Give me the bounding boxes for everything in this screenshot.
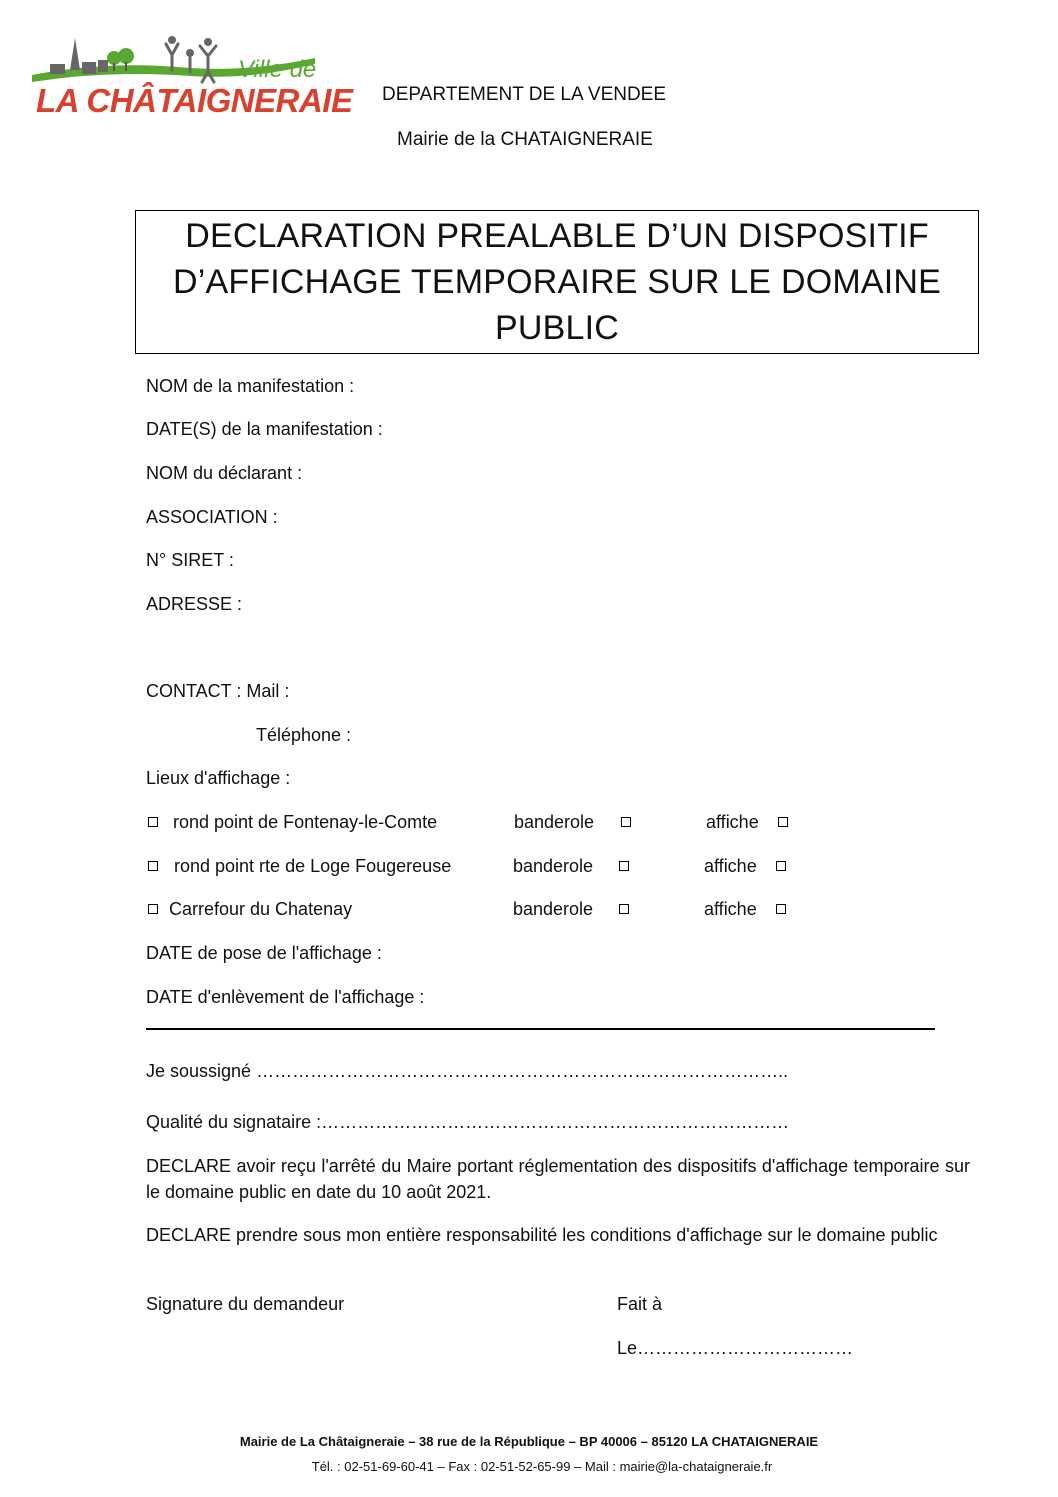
location-name: rond point de Fontenay-le-Comte [173,812,438,832]
field-dates-manifestation: DATE(S) de la manifestation : [146,419,383,439]
le-line: Le……………………………… [617,1338,854,1358]
fait-a-label: Fait à [617,1294,663,1314]
location-row [148,899,808,923]
field-lieux: Lieux d'affichage : [146,768,291,788]
affiche-label: affiche [706,812,759,832]
separator-line [146,1028,935,1030]
date-pose: DATE de pose de l'affichage : [146,943,382,963]
affiche-checkbox[interactable] [778,817,788,827]
location-row [148,812,808,836]
title-line-3: PUBLIC [494,309,620,347]
field-telephone: Téléphone : [256,725,352,745]
title-line-2: D’AFFICHAGE TEMPORAIRE SUR LE DOMAINE [172,263,942,301]
location-row [148,856,808,880]
field-adresse: ADRESSE : [146,594,243,614]
title-line-1: DECLARATION PREALABLE D’UN DISPOSITIF [185,217,929,255]
location-checkbox[interactable] [148,904,158,914]
logo-ville: Ville de [238,56,317,83]
field-siret: N° SIRET : [146,550,234,570]
affiche-checkbox[interactable] [776,904,786,914]
location-checkbox[interactable] [148,817,158,827]
banderole-checkbox[interactable] [621,817,631,827]
affiche-label: affiche [704,899,757,919]
date-enlevement: DATE d'enlèvement de l'affichage : [146,987,425,1007]
location-name: Carrefour du Chatenay [169,899,353,919]
declare-paragraph-2: DECLARE prendre sous mon entière responsabilité les conditions d'affichage sur le domaine public [146,1225,938,1245]
soussigne-line: Je soussigné …………………………………………………………………………….. [146,1061,789,1081]
banderole-checkbox[interactable] [619,861,629,871]
footer-address: Mairie de La Châtaigneraie – 38 rue de la République – BP 40006 – 85120 LA CHATAIGNERAIE [239,1434,819,1449]
qualite-line: Qualité du signataire :…………………………………………………………………… [146,1112,790,1132]
mairie-line: Mairie de la CHATAIGNERAIE [397,129,653,150]
department-line: DEPARTEMENT DE LA VENDEE [382,84,667,105]
banderole-label: banderole [513,899,594,919]
logo-name: LA CHÂTAIGNERAIE [36,82,353,119]
title-box [135,210,979,354]
field-nom-manifestation: NOM de la manifestation : [146,376,355,396]
footer-contact: Tél. : 02-51-69-60-41 – Fax : 02-51-52-65-99 – Mail : mairie@la-chataigneraie.fr [311,1459,773,1474]
location-name: rond point rte de Loge Fougereuse [174,856,452,876]
banderole-label: banderole [514,812,595,832]
location-checkbox[interactable] [148,861,158,871]
logo [30,30,353,130]
signature-label: Signature du demandeur [146,1294,345,1314]
banderole-checkbox[interactable] [619,904,629,914]
banderole-label: banderole [513,856,594,876]
field-nom-declarant: NOM du déclarant : [146,463,303,483]
affiche-label: affiche [704,856,757,876]
field-association: ASSOCIATION : [146,507,278,527]
affiche-checkbox[interactable] [776,861,786,871]
field-contact-mail: CONTACT : Mail : [146,681,290,701]
declare-paragraph-1: DECLARE avoir reçu l'arrêté du Maire portant réglementation des dispositifs d'affichage temporaire sur le domaine public en date du 10 août 2021. [146,1156,970,1202]
